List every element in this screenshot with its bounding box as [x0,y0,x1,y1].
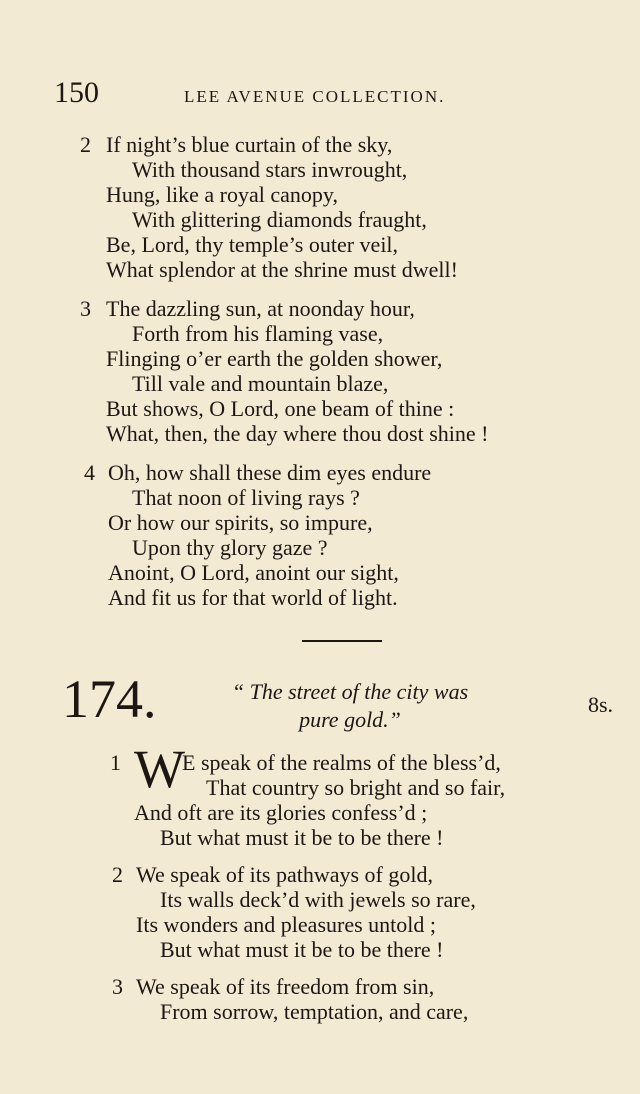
hymn-number: 174. [62,669,157,729]
stanza-number: 3 [112,974,123,999]
verse-line: But what must it be to be there ! [160,825,444,850]
verse-line: Flinging o’er earth the golden shower, [106,346,443,371]
scripture-epigraph [180,678,520,734]
verse-line: With glittering diamonds fraught, [132,207,427,232]
verse-line: Oh, how shall these dim eyes endure [108,460,432,485]
stanza-number: 2 [112,862,123,887]
verse-line: And oft are its glories confess’d ; [134,800,428,825]
verse-line: Be, Lord, thy temple’s outer veil, [106,232,399,257]
verse-line: That noon of living rays ? [132,485,360,510]
verse-line: Upon thy glory gaze ? [132,535,328,560]
page-number: 150 [54,76,99,109]
meter-label: 8s. [588,692,614,717]
stanza-number: 1 [110,750,121,775]
verse-line: And fit us for that world of light. [108,585,398,610]
verse-line: But shows, O Lord, one beam of thine : [106,396,455,421]
verse-line: The dazzling sun, at noonday hour, [106,296,415,321]
verse-line: Hung, like a royal canopy, [106,182,338,207]
stanza-number: 2 [80,132,91,157]
verse-line: Or how our spirits, so impure, [108,510,373,535]
scripture-line: pure gold.” [299,707,401,732]
running-title: LEE AVENUE COLLECTION. [184,87,446,106]
verse-line: Anoint, O Lord, anoint our sight, [108,560,399,585]
verse-line: That country so bright and so fair, [206,775,506,800]
scripture-line: “ The street of the city was [231,679,469,704]
section-divider [302,640,382,642]
stanza-number: 3 [80,296,91,321]
stanza-number: 4 [84,460,95,485]
verse-line: We speak of its pathways of gold, [136,862,433,887]
verse-line: Till vale and mountain blaze, [132,371,389,396]
verse-line: With thousand stars inwrought, [132,157,408,182]
verse-line: Its wonders and pleasures untold ; [136,912,436,937]
drop-cap: W [134,739,185,799]
verse-line: We speak of its freedom from sin, [136,974,435,999]
verse-line: E speak of the realms of the bless’d, [182,750,501,775]
verse-line: From sorrow, temptation, and care, [160,999,469,1024]
verse-line: If night’s blue curtain of the sky, [106,132,393,157]
verse-line: Forth from his flaming vase, [132,321,384,346]
verse-line: What, then, the day where thou dost shine ! [106,421,489,446]
verse-line: What splendor at the shrine must dwell! [106,257,458,282]
verse-line: But what must it be to be there ! [160,937,444,962]
verse-line: Its walls deck’d with jewels so rare, [160,887,476,912]
